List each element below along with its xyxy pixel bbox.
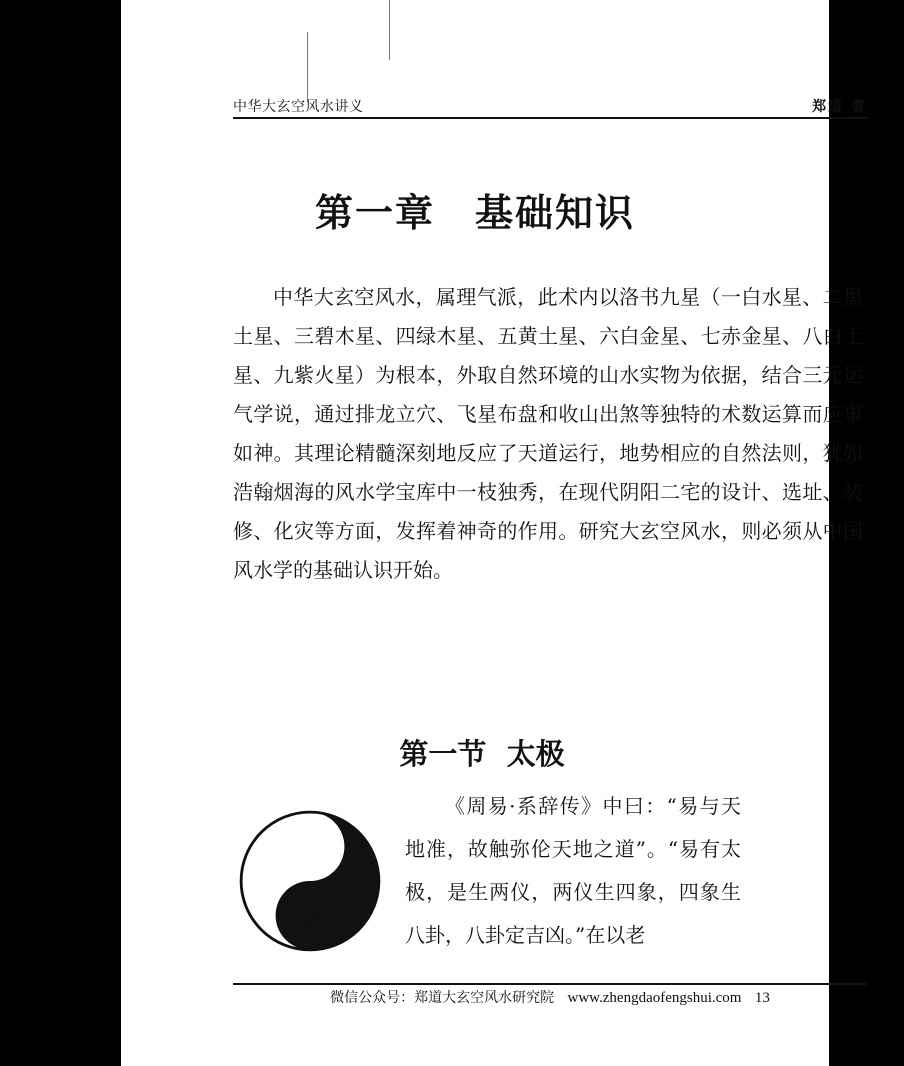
scan-mark bbox=[389, 0, 390, 60]
header-rule bbox=[233, 117, 867, 119]
footer-wechat: 微信公众号：郑道大玄空风水研究院 bbox=[330, 990, 555, 1006]
page-number: 13 bbox=[754, 990, 770, 1006]
zhouyi-quote: 《周易·系辞传》中曰：“易与天地准，故触弥伦天地之道”。“易有太极，是生两仪，两仪生四象，四象生八卦，八卦定吉凶。”在以老 bbox=[405, 794, 741, 947]
header-book-title: 中华大玄空风水讲义 bbox=[233, 99, 364, 115]
yin-yang-taiji-icon bbox=[239, 810, 381, 952]
chapter-title: 第一章 基础知识 bbox=[314, 190, 635, 235]
book-page bbox=[121, 0, 867, 1066]
section-title: 第一节 太极 bbox=[399, 737, 565, 771]
page-footer bbox=[233, 987, 867, 1007]
running-header bbox=[233, 96, 867, 118]
footer-rule bbox=[233, 983, 867, 985]
scan-mark bbox=[307, 32, 308, 102]
footer-website: www.zhengdaofengshui.com bbox=[567, 990, 742, 1006]
header-author: 郑道 著 bbox=[812, 99, 867, 115]
intro-paragraph: 中华大玄空风水，属理气派，此术内以洛书九星（一白水星、二黑土星、三碧木星、四绿木星、五黄土星、六白金星、七赤金星、八白土星、九紫火星）为根本，外取自然环境的山水实物为依据，结合三元运气学说，通过排龙立穴、飞星布盘和收山出煞等独特的术数运算而应事如神。其理论精髓深刻地反应了天道运行，地势相应的自然法则，犹如浩翰烟海的风水学宝库中一枝独秀，在现代阴阳二宅的设计、选址、装修、化灾等方面，发挥着神奇的作用。研究大玄空风水，则必须从中国风水学的基础认识开始。 bbox=[233, 285, 863, 582]
